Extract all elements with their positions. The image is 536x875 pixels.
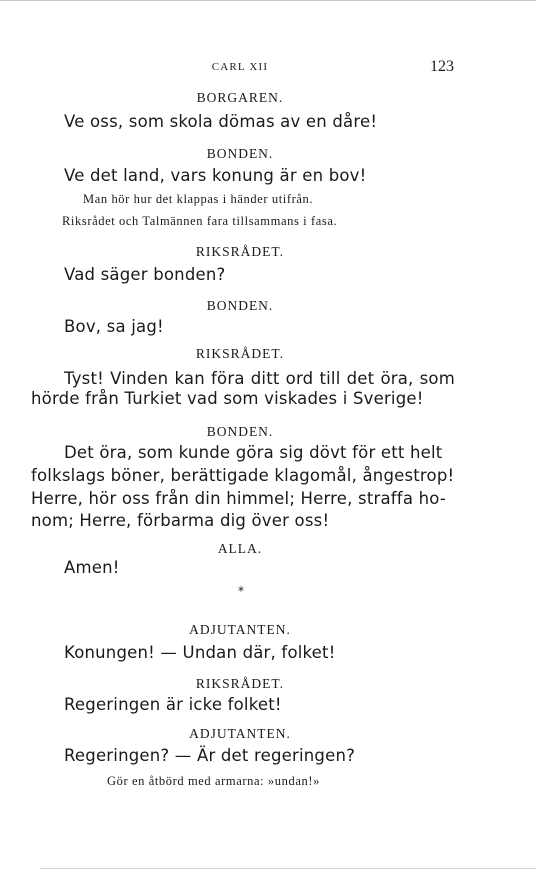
page-number: 123	[430, 58, 454, 75]
dialogue-line: Regeringen är icke folket!	[64, 695, 282, 714]
dialogue-line	[64, 369, 455, 388]
dialogue-line: Regeringen? — Är det regeringen?	[64, 746, 356, 765]
dialogue-line: Ve oss, som skola dömas av en dåre!	[64, 112, 378, 131]
dialogue-line: Herre, hör oss från din himmel; Herre, straffa ho-	[31, 489, 446, 508]
dialogue-line: Konungen! — Undan där, folket!	[64, 643, 336, 662]
dialogue-line: Vad säger bonden?	[64, 265, 226, 284]
section-divider: *	[238, 584, 244, 598]
dialogue-text: Tyst! Vinden kan föra ditt ord till det öra, som	[64, 369, 455, 388]
running-header: CARL XII	[211, 61, 269, 73]
speaker-adjutanten: ADJUTANTEN.	[189, 726, 291, 741]
stage-direction: Gör en åtbörd med armarna: »undan!»	[107, 774, 320, 788]
speaker-alla: ALLA.	[217, 541, 263, 556]
dialogue-line: folkslags böner, berättigade klagomål, ångestrop!	[31, 466, 455, 485]
stage-direction: Man hör hur det klappas i händer utifrån.	[83, 192, 314, 206]
top-edge-line	[0, 0, 536, 1]
speaker-adjutanten: ADJUTANTEN.	[189, 622, 291, 637]
dialogue-line: Amen!	[64, 558, 120, 577]
speaker-bonden: BONDEN.	[206, 298, 274, 313]
speaker-riksradet: RIKSRÅDET.	[195, 676, 285, 691]
stage-direction: Riksrådet och Talmännen fara tillsammans i fasa.	[62, 214, 338, 228]
bottom-edge-line	[40, 868, 536, 869]
dialogue-line: Det öra, som kunde göra sig dövt för ett helt	[64, 443, 443, 462]
speaker-bonden: BONDEN.	[206, 146, 274, 161]
speaker-riksradet: RIKSRÅDET.	[195, 244, 285, 259]
speaker-borgaren: BORGAREN.	[196, 90, 284, 105]
speaker-riksradet: RIKSRÅDET.	[195, 346, 285, 361]
speaker-bonden: BONDEN.	[206, 424, 274, 439]
dialogue-line: Bov, sa jag!	[64, 317, 164, 336]
dialogue-line: hörde från Turkiet vad som viskades i Sverige!	[31, 389, 424, 408]
dialogue-line: Ve det land, vars konung är en bov!	[64, 166, 367, 185]
dialogue-line: nom; Herre, förbarma dig över oss!	[31, 511, 330, 530]
